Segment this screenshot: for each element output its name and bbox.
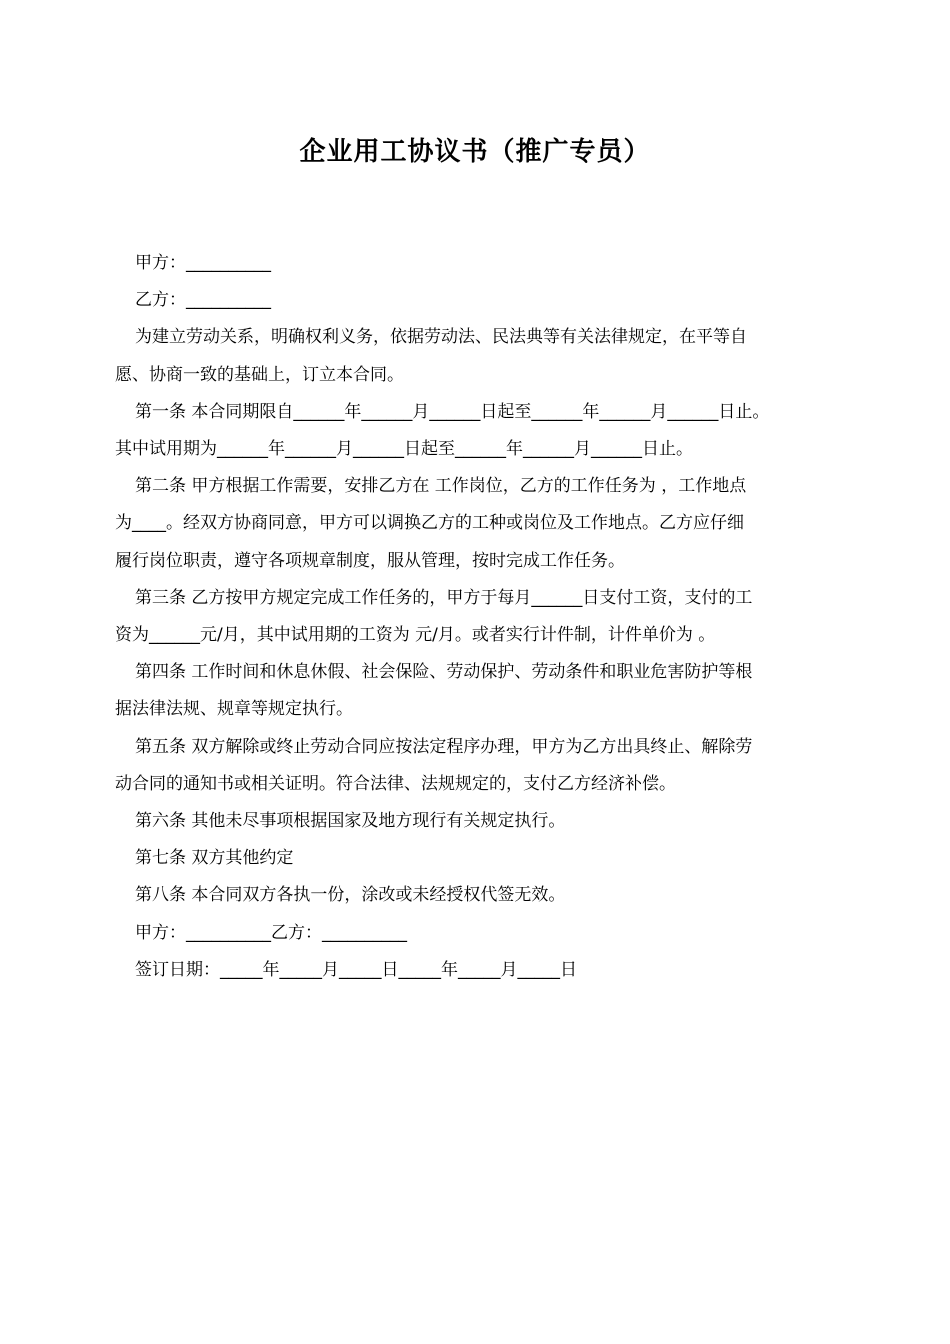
- document-line: 资为______元/月，其中试用期的工资为 元/月。或者实行计件制，计件单价为 。: [115, 625, 716, 646]
- document-line: 据法律法规、规章等规定执行。: [115, 699, 353, 720]
- document-line: 第六条 其他未尽事项根据国家及地方现行有关规定执行。: [135, 811, 566, 832]
- document-line: 甲方：__________: [135, 253, 271, 273]
- document-line: 其中试用期为______年______月______日起至______年______月______日止。: [115, 439, 693, 460]
- document-line: 第四条 工作时间和休息休假、社会保险、劳动保护、劳动条件和职业危害防护等根: [135, 662, 753, 683]
- document-line: 第五条 双方解除或终止劳动合同应按法定程序办理，甲方为乙方出具终止、解除劳: [135, 736, 753, 757]
- document-line: 第七条 双方其他约定: [135, 848, 294, 869]
- document-line: 第二条 甲方根据工作需要，安排乙方在 工作岗位，乙方的工作任务为 ，工作地点: [135, 476, 747, 497]
- document-line: 签订日期：_____年_____月_____日_____年_____月_____日: [135, 959, 577, 980]
- document-title: 企业用工协议书（推广专员）: [299, 137, 651, 167]
- document-line: 乙方：__________: [135, 290, 271, 311]
- document-line: 甲方：__________乙方：__________: [135, 922, 407, 943]
- document-line: 第一条 本合同期限自______年______月______日起至______年______月______日止。: [135, 401, 770, 422]
- document-line: 愿、协商一致的基础上，订立本合同。: [115, 364, 404, 385]
- document-line: 履行岗位职责，遵守各项规章制度，服从管理，按时完成工作任务。: [115, 550, 625, 571]
- document-line: 第八条 本合同双方各执一份，涂改或未经授权代签无效。: [135, 885, 566, 906]
- document-line: 为____。经双方协商同意，甲方可以调换乙方的工种或岗位及工作地点。乙方应仔细: [115, 513, 744, 534]
- document-line: 动合同的通知书或相关证明。符合法律、法规规定的，支付乙方经济补偿。: [115, 773, 676, 794]
- document-body: [115, 245, 850, 989]
- document-line: 为建立劳动关系，明确权利义务，依据劳动法、民法典等有关法律规定，在平等自: [135, 327, 747, 348]
- document-line: 第三条 乙方按甲方规定完成工作任务的，甲方于每月______日支付工资，支付的工: [135, 587, 753, 608]
